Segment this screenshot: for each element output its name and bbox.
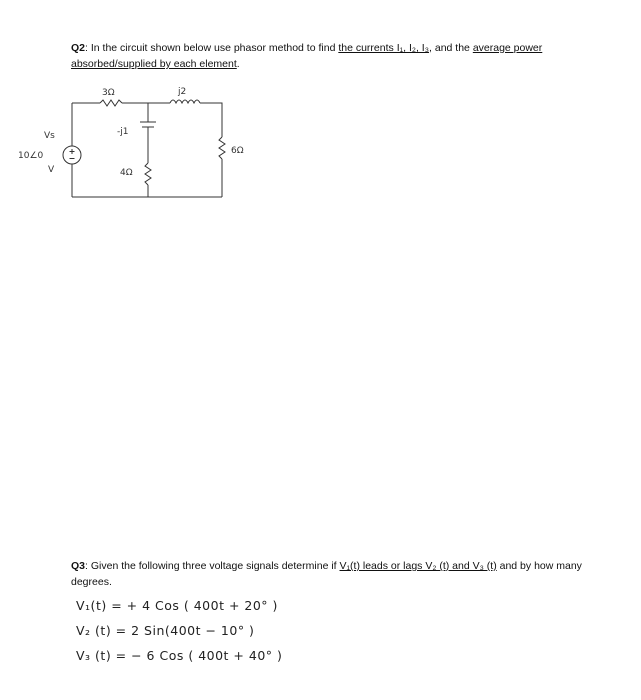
- label-4ohm: 4Ω: [120, 168, 133, 178]
- voltage-source: [63, 146, 81, 164]
- q2-end: .: [236, 58, 240, 70]
- resistor-4ohm: [145, 163, 151, 185]
- wire-top-right: [200, 103, 222, 137]
- resistor-6ohm: [219, 137, 225, 159]
- capacitor-minus-j1: [140, 122, 156, 127]
- label-j2: j2: [178, 87, 187, 97]
- label-minus-j1: -j1: [117, 127, 129, 137]
- source-polarity-icon: [70, 149, 75, 159]
- q3-label: Q3: [71, 560, 86, 572]
- q2-power: average power absorbed/supplied by each element: [71, 42, 543, 70]
- label-vs: Vs: [44, 131, 55, 141]
- label-3ohm: 3Ω: [102, 88, 115, 98]
- q2-currents: the currents I₁, I₂, I₃: [338, 42, 430, 54]
- q3-lead: : Given the following three voltage signals determine if: [85, 560, 340, 572]
- inductor-j2: [170, 100, 200, 103]
- label-source-value: 10∠0: [18, 151, 44, 161]
- label-source-unit: V: [48, 165, 55, 175]
- q2-label: Q2: [71, 42, 86, 54]
- question-3-text: [71, 558, 601, 590]
- equation-v3: V₃ (t) = − 6 Cos ( 400t + 40° ): [76, 648, 283, 663]
- q3-end: and by how many degrees.: [71, 560, 582, 588]
- q2-lead: : In the circuit shown below use phasor method to find: [85, 42, 339, 54]
- label-6ohm: 6Ω: [231, 146, 244, 156]
- q2-mid: , and the: [429, 42, 473, 54]
- q3-phrase: V₁(t) leads or lags V₂ (t) and V₃ (t): [339, 560, 497, 572]
- equation-v1: V₁(t) = + 4 Cos ( 400t + 20° ): [76, 598, 278, 613]
- equation-v2: V₂ (t) = 2 Sin(400t − 10° ): [76, 623, 255, 638]
- resistor-3ohm: [100, 100, 122, 106]
